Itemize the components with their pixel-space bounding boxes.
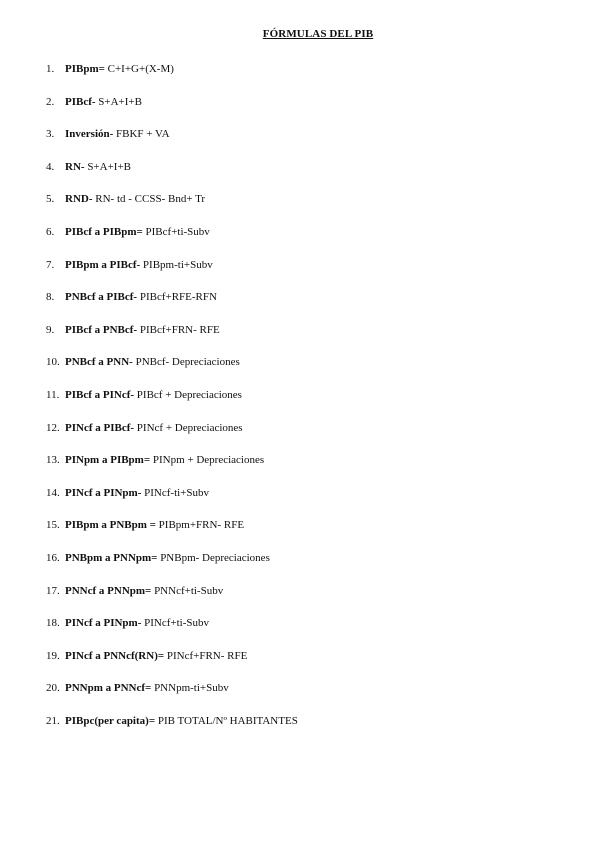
formula-item bbox=[0, 614, 600, 647]
item-number: 14. bbox=[46, 486, 60, 499]
formula-name: PIBpm= bbox=[65, 63, 105, 75]
formula-expression: PNBpm- Depreciaciones bbox=[157, 551, 270, 564]
item-content bbox=[65, 386, 242, 404]
item-number: 21. bbox=[46, 714, 60, 727]
formula-expression: RN- td - CCSS- Bnd+ Tr bbox=[92, 193, 206, 206]
formula-item bbox=[0, 288, 600, 321]
formula-expression: FBKF + VA bbox=[113, 128, 170, 141]
formula-item bbox=[0, 549, 600, 582]
formula-name: PNBpm a PNNpm= bbox=[65, 551, 158, 564]
item-number: 3. bbox=[46, 128, 55, 141]
formula-expression: PINcf+ti-Subv bbox=[141, 617, 210, 630]
formula-item bbox=[0, 223, 600, 256]
formula-expression: PIB TOTAL/Nº HABITANTES bbox=[155, 714, 298, 727]
formula-item bbox=[0, 93, 600, 126]
item-number: 11. bbox=[46, 388, 60, 401]
formula-name: PINcf a PNNcf(RN)= bbox=[65, 649, 165, 662]
formula-item bbox=[0, 353, 600, 386]
formula-item bbox=[0, 451, 600, 484]
item-content bbox=[65, 93, 142, 111]
formula-expression: PNBcf- Depreciaciones bbox=[132, 356, 240, 369]
formula-name: PIBcf a PNBcf- bbox=[65, 323, 138, 336]
formula-name: PIBcf a PINcf- bbox=[65, 388, 135, 401]
item-number: 18. bbox=[46, 617, 60, 630]
item-number: 19. bbox=[46, 649, 60, 662]
formula-expression: C+I+G+(X-M) bbox=[104, 63, 174, 75]
item-content bbox=[65, 679, 229, 697]
formula-name: PIBpc(per capita)= bbox=[65, 714, 156, 727]
formula-expression: PINcf-ti+Subv bbox=[141, 486, 210, 499]
item-content bbox=[65, 288, 217, 306]
formula-item bbox=[0, 484, 600, 517]
item-number: 12. bbox=[46, 421, 60, 434]
formula-expression: PIBcf+ti-Subv bbox=[142, 225, 210, 238]
item-number: 1. bbox=[46, 63, 55, 75]
formula-name: PNBcf a PIBcf- bbox=[65, 291, 138, 304]
formula-expression: PIBpm-ti+Subv bbox=[140, 258, 213, 271]
item-content bbox=[65, 158, 131, 176]
formula-item bbox=[0, 256, 600, 289]
item-content bbox=[65, 190, 205, 208]
formula-name: PINcf a PIBcf- bbox=[65, 421, 135, 434]
item-number: 8. bbox=[46, 291, 55, 304]
item-number: 5. bbox=[46, 193, 55, 206]
formula-item bbox=[0, 158, 600, 191]
item-content bbox=[65, 223, 210, 241]
item-number: 6. bbox=[46, 225, 55, 238]
item-content bbox=[65, 451, 264, 469]
formula-name: RN- bbox=[65, 160, 85, 173]
formula-expression: PNNpm-ti+Subv bbox=[151, 682, 229, 695]
formula-name: PIBcf a PIBpm= bbox=[65, 225, 143, 238]
item-content bbox=[65, 484, 209, 502]
formula-item bbox=[0, 386, 600, 419]
formula-expression: PINpm + Depreciaciones bbox=[150, 454, 265, 467]
formula-expression: PIBcf+FRN- RFE bbox=[137, 323, 220, 336]
formula-item bbox=[0, 60, 600, 93]
formula-name: PINpm a PIBpm= bbox=[65, 454, 151, 467]
formula-item bbox=[0, 679, 600, 712]
item-content bbox=[65, 353, 240, 371]
formula-item bbox=[0, 125, 600, 158]
formula-name: PNNcf a PNNpm= bbox=[65, 584, 152, 597]
formula-name: PIBcf- bbox=[65, 95, 96, 108]
formula-expression: PIBcf + Depreciaciones bbox=[134, 388, 242, 401]
item-content bbox=[65, 125, 170, 143]
item-number: 7. bbox=[46, 258, 55, 271]
formula-name: PNBcf a PNN- bbox=[65, 356, 133, 369]
formula-expression: S+A+I+B bbox=[84, 160, 131, 173]
item-content bbox=[65, 549, 270, 567]
item-number: 4. bbox=[46, 160, 55, 173]
item-number: 10. bbox=[46, 356, 60, 369]
formula-name: PINcf a PINpm- bbox=[65, 486, 142, 499]
formula-item bbox=[0, 712, 600, 745]
formula-item bbox=[0, 647, 600, 680]
item-content bbox=[65, 60, 174, 78]
item-content bbox=[65, 516, 244, 534]
item-content bbox=[65, 582, 223, 600]
item-number: 17. bbox=[46, 584, 60, 597]
formula-name: PNNpm a PNNcf= bbox=[65, 682, 152, 695]
item-content bbox=[65, 712, 298, 730]
formula-name: PIBpm a PIBcf- bbox=[65, 258, 141, 271]
formula-name: PIBpm a PNBpm = bbox=[65, 519, 156, 532]
formula-item bbox=[0, 582, 600, 615]
formula-expression: PNNcf+ti-Subv bbox=[151, 584, 224, 597]
formula-item bbox=[0, 190, 600, 223]
item-number: 13. bbox=[46, 454, 60, 467]
formula-expression: S+A+I+B bbox=[95, 95, 142, 108]
item-content bbox=[65, 614, 209, 632]
item-number: 9. bbox=[46, 323, 55, 336]
formula-name: PINcf a PINpm- bbox=[65, 617, 142, 630]
page-title: FÓRMULAS DEL PIB bbox=[262, 28, 374, 40]
formula-expression: PIBpm+FRN- RFE bbox=[155, 519, 245, 532]
formula-expression: PIBcf+RFE-RFN bbox=[137, 291, 217, 304]
formula-name: Inversión- bbox=[65, 128, 114, 141]
formula-expression: PINcf+FRN- RFE bbox=[164, 649, 248, 662]
formula-item bbox=[0, 321, 600, 354]
item-content bbox=[65, 419, 243, 437]
item-number: 20. bbox=[46, 682, 60, 695]
item-content bbox=[65, 256, 213, 274]
item-number: 16. bbox=[46, 551, 60, 564]
formula-item bbox=[0, 419, 600, 452]
formula-list bbox=[0, 60, 600, 744]
item-content bbox=[65, 321, 220, 339]
formula-expression: PINcf + Depreciaciones bbox=[134, 421, 243, 434]
formula-item bbox=[0, 516, 600, 549]
formula-name: RND- bbox=[65, 193, 93, 206]
item-number: 2. bbox=[46, 95, 55, 108]
item-content bbox=[65, 647, 247, 665]
item-number: 15. bbox=[46, 519, 60, 532]
